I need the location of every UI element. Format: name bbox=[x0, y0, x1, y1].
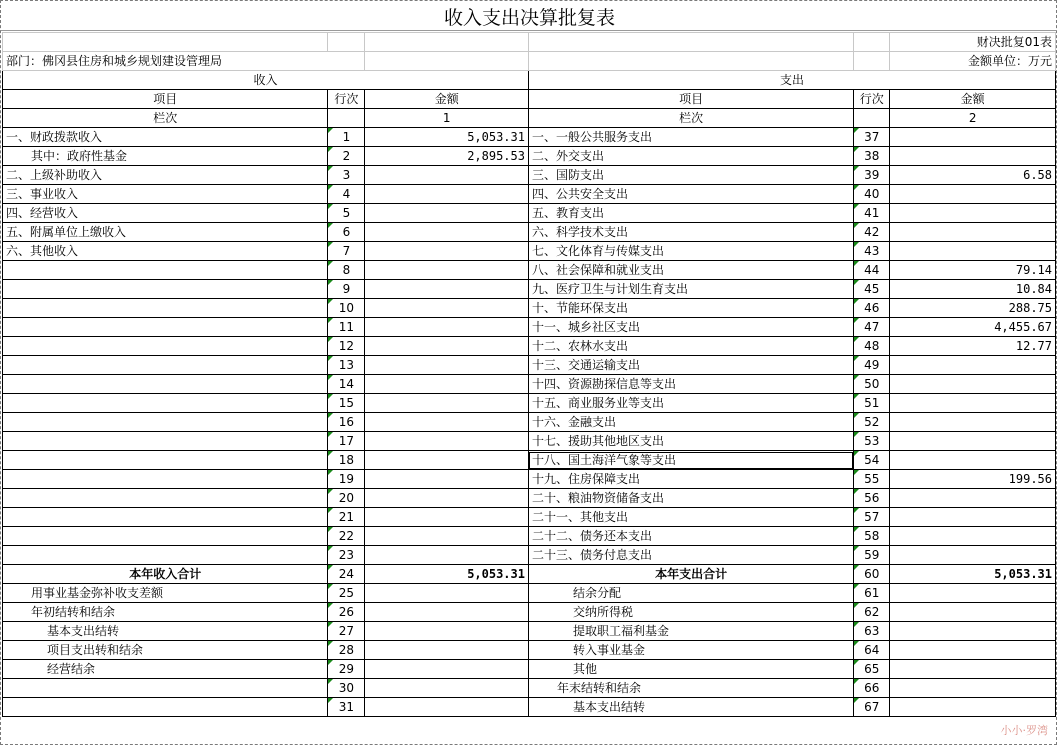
unit-label[interactable]: 金额单位：万元 bbox=[890, 52, 1056, 71]
income-line-no[interactable]: 24 bbox=[328, 565, 365, 584]
expense-item-cell[interactable]: 十一、城乡社区支出 bbox=[528, 318, 853, 337]
table-row bbox=[3, 375, 1056, 394]
expense-amount[interactable] bbox=[890, 147, 1056, 166]
expense-item-cell[interactable]: 一、一般公共服务支出 bbox=[528, 128, 853, 147]
expense-line-no[interactable]: 64 bbox=[854, 641, 890, 660]
expense-amount[interactable] bbox=[890, 660, 1056, 679]
expense-line-no[interactable]: 59 bbox=[854, 546, 890, 565]
income-line-no[interactable]: 9 bbox=[328, 280, 365, 299]
expense-item-cell[interactable]: 提取职工福利基金 bbox=[528, 622, 853, 641]
expense-item-cell[interactable]: 十三、交通运输支出 bbox=[528, 356, 853, 375]
expense-amount[interactable] bbox=[890, 451, 1056, 470]
expense-line-no[interactable]: 66 bbox=[854, 679, 890, 698]
income-item-cell[interactable] bbox=[3, 470, 328, 489]
income-line-no[interactable]: 15 bbox=[328, 394, 365, 413]
expense-item-cell[interactable]: 二、外交支出 bbox=[528, 147, 853, 166]
expense-item-cell[interactable]: 十四、资源勘探信息等支出 bbox=[528, 375, 853, 394]
income-amount[interactable]: 2,895.53 bbox=[365, 147, 529, 166]
expense-amount[interactable]: 4,455.67 bbox=[890, 318, 1056, 337]
income-item-cell[interactable]: 基本支出结转 bbox=[3, 622, 328, 641]
income-item-cell[interactable]: 经营结余 bbox=[3, 660, 328, 679]
expense-line-no[interactable]: 58 bbox=[854, 527, 890, 546]
expense-amount[interactable] bbox=[890, 584, 1056, 603]
income-amount[interactable] bbox=[365, 527, 529, 546]
income-item-header[interactable]: 项目 bbox=[3, 90, 328, 109]
income-item-cell[interactable]: 三、事业收入 bbox=[3, 185, 328, 204]
approval-table bbox=[2, 32, 1056, 717]
expense-item-cell[interactable]: 本年支出合计 bbox=[528, 565, 853, 584]
expense-item-cell[interactable]: 十、节能环保支出 bbox=[528, 299, 853, 318]
expense-item-cell[interactable]: 六、科学技术支出 bbox=[528, 223, 853, 242]
income-item-cell[interactable] bbox=[3, 527, 328, 546]
table-row bbox=[3, 223, 1056, 242]
table-row bbox=[3, 318, 1056, 337]
expense-item-cell[interactable]: 二十一、其他支出 bbox=[528, 508, 853, 527]
expense-line-no[interactable]: 43 bbox=[854, 242, 890, 261]
income-line-no[interactable]: 19 bbox=[328, 470, 365, 489]
expense-line-no[interactable]: 39 bbox=[854, 166, 890, 185]
expense-amount[interactable]: 199.56 bbox=[890, 470, 1056, 489]
income-item-cell[interactable] bbox=[3, 337, 328, 356]
expense-item-cell[interactable]: 基本支出结转 bbox=[528, 698, 853, 717]
table-row bbox=[3, 698, 1056, 717]
expense-line-no[interactable]: 57 bbox=[854, 508, 890, 527]
income-amount[interactable] bbox=[365, 318, 529, 337]
expense-item-cell[interactable]: 二十二、债务还本支出 bbox=[528, 527, 853, 546]
expense-item-cell[interactable]: 交纳所得税 bbox=[528, 603, 853, 622]
income-item-cell[interactable]: 六、其他收入 bbox=[3, 242, 328, 261]
income-item-cell[interactable]: 二、上级补助收入 bbox=[3, 166, 328, 185]
expense-line-no[interactable]: 55 bbox=[854, 470, 890, 489]
page-title: 收入支出决算批复表 bbox=[443, 7, 615, 29]
table-row bbox=[3, 299, 1056, 318]
income-amount[interactable] bbox=[365, 204, 529, 223]
expense-line-no[interactable]: 52 bbox=[854, 413, 890, 432]
expense-item-cell[interactable]: 十七、援助其他地区支出 bbox=[528, 432, 853, 451]
income-line-no[interactable]: 23 bbox=[328, 546, 365, 565]
expense-amount[interactable] bbox=[890, 508, 1056, 527]
expense-amount[interactable] bbox=[890, 527, 1056, 546]
table-row bbox=[3, 128, 1056, 147]
income-line-no[interactable]: 25 bbox=[328, 584, 365, 603]
income-item-cell[interactable] bbox=[3, 413, 328, 432]
table-row bbox=[3, 508, 1056, 527]
expense-line-no[interactable]: 61 bbox=[854, 584, 890, 603]
income-amount[interactable] bbox=[365, 394, 529, 413]
expense-line-no[interactable]: 65 bbox=[854, 660, 890, 679]
income-item-cell[interactable] bbox=[3, 698, 328, 717]
income-amount[interactable] bbox=[365, 508, 529, 527]
expense-item-cell[interactable]: 二十三、债务付息支出 bbox=[528, 546, 853, 565]
table-row bbox=[3, 660, 1056, 679]
income-amount[interactable] bbox=[365, 261, 529, 280]
expense-amount[interactable]: 12.77 bbox=[890, 337, 1056, 356]
income-item-cell[interactable]: 其中：政府性基金 bbox=[3, 147, 328, 166]
income-amount-header[interactable]: 金额 bbox=[365, 90, 529, 109]
table-row bbox=[3, 337, 1056, 356]
expense-item-cell[interactable]: 八、社会保障和就业支出 bbox=[528, 261, 853, 280]
income-amount[interactable] bbox=[365, 470, 529, 489]
income-item-cell[interactable]: 本年收入合计 bbox=[3, 565, 328, 584]
income-item-cell[interactable]: 项目支出转和结余 bbox=[3, 641, 328, 660]
income-line-no[interactable]: 2 bbox=[328, 147, 365, 166]
income-item-cell[interactable] bbox=[3, 261, 328, 280]
income-line-no[interactable]: 12 bbox=[328, 337, 365, 356]
income-amount[interactable]: 5,053.31 bbox=[365, 565, 529, 584]
income-line-no[interactable]: 18 bbox=[328, 451, 365, 470]
income-item-cell[interactable]: 四、经营收入 bbox=[3, 204, 328, 223]
expense-item-cell[interactable]: 四、公共安全支出 bbox=[528, 185, 853, 204]
income-header[interactable]: 收入 bbox=[3, 71, 529, 90]
table-row bbox=[3, 470, 1056, 489]
column-header-row bbox=[3, 90, 1056, 109]
expense-amount[interactable] bbox=[890, 413, 1056, 432]
form-code-row bbox=[3, 33, 1056, 52]
income-line-no[interactable]: 3 bbox=[328, 166, 365, 185]
income-item-cell[interactable] bbox=[3, 375, 328, 394]
income-item-cell[interactable]: 一、财政拨款收入 bbox=[3, 128, 328, 147]
expense-item-cell[interactable]: 年末结转和结余 bbox=[528, 679, 853, 698]
expense-line-no[interactable]: 40 bbox=[854, 185, 890, 204]
expense-amount[interactable] bbox=[890, 242, 1056, 261]
income-item-cell[interactable] bbox=[3, 489, 328, 508]
income-lanci-label[interactable]: 栏次 bbox=[3, 109, 328, 128]
expense-line-no[interactable]: 41 bbox=[854, 204, 890, 223]
table-row bbox=[3, 641, 1056, 660]
table-row bbox=[3, 356, 1056, 375]
income-item-cell[interactable] bbox=[3, 280, 328, 299]
income-line-no[interactable]: 27 bbox=[328, 622, 365, 641]
table-row bbox=[3, 280, 1056, 299]
income-line-no[interactable]: 22 bbox=[328, 527, 365, 546]
table-row bbox=[3, 622, 1056, 641]
expense-amount[interactable] bbox=[890, 223, 1056, 242]
income-amount[interactable] bbox=[365, 375, 529, 394]
income-item-cell[interactable] bbox=[3, 299, 328, 318]
income-line-no[interactable]: 4 bbox=[328, 185, 365, 204]
expense-amount[interactable] bbox=[890, 128, 1056, 147]
table-row bbox=[3, 584, 1056, 603]
income-line-no[interactable]: 7 bbox=[328, 242, 365, 261]
table-row bbox=[3, 166, 1056, 185]
expense-line-no[interactable]: 60 bbox=[854, 565, 890, 584]
income-line-no[interactable]: 16 bbox=[328, 413, 365, 432]
expense-item-cell[interactable]: 其他 bbox=[528, 660, 853, 679]
expense-item-cell[interactable]: 七、文化体育与传媒支出 bbox=[528, 242, 853, 261]
income-column-number[interactable]: 1 bbox=[365, 109, 529, 128]
table-row bbox=[3, 204, 1056, 223]
expense-item-cell[interactable]: 十八、国土海洋气象等支出 bbox=[528, 451, 853, 470]
form-code[interactable]: 财决批复01表 bbox=[890, 33, 1056, 52]
expense-amount[interactable]: 79.14 bbox=[890, 261, 1056, 280]
income-item-cell[interactable] bbox=[3, 432, 328, 451]
expense-line-no[interactable]: 67 bbox=[854, 698, 890, 717]
expense-line-no[interactable]: 45 bbox=[854, 280, 890, 299]
table-row bbox=[3, 489, 1056, 508]
table-row bbox=[3, 394, 1056, 413]
income-line-no[interactable]: 30 bbox=[328, 679, 365, 698]
table-row bbox=[3, 565, 1056, 584]
expense-amount[interactable] bbox=[890, 204, 1056, 223]
expense-amount[interactable] bbox=[890, 546, 1056, 565]
table-row bbox=[3, 527, 1056, 546]
income-line-no[interactable]: 29 bbox=[328, 660, 365, 679]
income-line-no[interactable]: 20 bbox=[328, 489, 365, 508]
expense-line-no[interactable]: 46 bbox=[854, 299, 890, 318]
income-item-cell[interactable] bbox=[3, 318, 328, 337]
expense-line-no[interactable]: 42 bbox=[854, 223, 890, 242]
column-number-row bbox=[3, 109, 1056, 128]
income-amount[interactable] bbox=[365, 413, 529, 432]
expense-amount[interactable] bbox=[890, 375, 1056, 394]
income-amount[interactable] bbox=[365, 679, 529, 698]
income-line-no[interactable]: 14 bbox=[328, 375, 365, 394]
expense-item-cell[interactable]: 十五、商业服务业等支出 bbox=[528, 394, 853, 413]
income-item-cell[interactable]: 年初结转和结余 bbox=[3, 603, 328, 622]
expense-line-no[interactable]: 53 bbox=[854, 432, 890, 451]
expense-line-no[interactable]: 56 bbox=[854, 489, 890, 508]
income-line-no[interactable]: 28 bbox=[328, 641, 365, 660]
income-line-no[interactable]: 8 bbox=[328, 261, 365, 280]
expense-item-header[interactable]: 项目 bbox=[528, 90, 853, 109]
expense-item-cell[interactable]: 十二、农林水支出 bbox=[528, 337, 853, 356]
expense-amount[interactable]: 5,053.31 bbox=[890, 565, 1056, 584]
table-row bbox=[3, 261, 1056, 280]
income-amount[interactable] bbox=[365, 356, 529, 375]
income-amount[interactable] bbox=[365, 451, 529, 470]
expense-line-no[interactable]: 44 bbox=[854, 261, 890, 280]
expense-line-no[interactable]: 48 bbox=[854, 337, 890, 356]
expense-line-no[interactable]: 50 bbox=[854, 375, 890, 394]
expense-amount[interactable] bbox=[890, 394, 1056, 413]
expense-line-no[interactable]: 37 bbox=[854, 128, 890, 147]
income-amount[interactable] bbox=[365, 280, 529, 299]
income-amount[interactable] bbox=[365, 660, 529, 679]
income-item-cell[interactable] bbox=[3, 508, 328, 527]
expense-column-number[interactable]: 2 bbox=[890, 109, 1056, 128]
expense-amount[interactable] bbox=[890, 489, 1056, 508]
income-amount[interactable] bbox=[365, 166, 529, 185]
income-line-no[interactable]: 10 bbox=[328, 299, 365, 318]
income-amount[interactable] bbox=[365, 622, 529, 641]
expense-line-no[interactable]: 38 bbox=[854, 147, 890, 166]
table-row bbox=[3, 546, 1056, 565]
expense-header[interactable]: 支出 bbox=[528, 71, 1055, 90]
income-item-cell[interactable] bbox=[3, 679, 328, 698]
expense-amount[interactable] bbox=[890, 603, 1056, 622]
expense-line-no[interactable]: 63 bbox=[854, 622, 890, 641]
income-line-no[interactable]: 1 bbox=[328, 128, 365, 147]
income-line-no[interactable]: 6 bbox=[328, 223, 365, 242]
table-row bbox=[3, 185, 1056, 204]
table-row bbox=[3, 147, 1056, 166]
expense-amount[interactable] bbox=[890, 622, 1056, 641]
income-amount[interactable] bbox=[365, 489, 529, 508]
expense-item-cell[interactable]: 结余分配 bbox=[528, 584, 853, 603]
income-amount[interactable] bbox=[365, 242, 529, 261]
expense-amount[interactable]: 10.84 bbox=[890, 280, 1056, 299]
income-line-no[interactable]: 17 bbox=[328, 432, 365, 451]
table-row bbox=[3, 679, 1056, 698]
income-item-cell[interactable]: 用事业基金弥补收支差额 bbox=[3, 584, 328, 603]
expense-amount[interactable] bbox=[890, 185, 1056, 204]
table-row bbox=[3, 413, 1056, 432]
expense-line-header[interactable]: 行次 bbox=[854, 90, 890, 109]
expense-line-no[interactable]: 49 bbox=[854, 356, 890, 375]
income-amount[interactable] bbox=[365, 641, 529, 660]
table-row bbox=[3, 242, 1056, 261]
income-amount[interactable] bbox=[365, 185, 529, 204]
table-row bbox=[3, 603, 1056, 622]
expense-item-cell[interactable]: 三、国防支出 bbox=[528, 166, 853, 185]
income-amount[interactable] bbox=[365, 546, 529, 565]
expense-amount-header[interactable]: 金额 bbox=[890, 90, 1056, 109]
expense-amount[interactable] bbox=[890, 432, 1056, 451]
income-line-no[interactable]: 26 bbox=[328, 603, 365, 622]
expense-line-no[interactable]: 47 bbox=[854, 318, 890, 337]
expense-line-no[interactable]: 62 bbox=[854, 603, 890, 622]
income-amount[interactable]: 5,053.31 bbox=[365, 128, 529, 147]
table-row bbox=[3, 432, 1056, 451]
income-line-no[interactable]: 5 bbox=[328, 204, 365, 223]
income-item-cell[interactable] bbox=[3, 546, 328, 565]
expense-line-no[interactable]: 54 bbox=[854, 451, 890, 470]
expense-amount[interactable] bbox=[890, 679, 1056, 698]
expense-amount[interactable]: 6.58 bbox=[890, 166, 1056, 185]
table-row bbox=[3, 451, 1056, 470]
expense-amount[interactable] bbox=[890, 698, 1056, 717]
income-amount[interactable] bbox=[365, 584, 529, 603]
income-amount[interactable] bbox=[365, 299, 529, 318]
income-item-cell[interactable]: 五、附属单位上缴收入 bbox=[3, 223, 328, 242]
income-amount[interactable] bbox=[365, 337, 529, 356]
income-line-no[interactable]: 31 bbox=[328, 698, 365, 717]
income-item-cell[interactable] bbox=[3, 356, 328, 375]
department-row bbox=[3, 52, 1056, 71]
income-line-no[interactable]: 11 bbox=[328, 318, 365, 337]
income-amount[interactable] bbox=[365, 698, 529, 717]
expense-item-cell[interactable]: 五、教育支出 bbox=[528, 204, 853, 223]
expense-item-cell[interactable]: 二十、粮油物资储备支出 bbox=[528, 489, 853, 508]
expense-item-cell[interactable]: 九、医疗卫生与计划生育支出 bbox=[528, 280, 853, 299]
expense-lanci-label[interactable]: 栏次 bbox=[528, 109, 853, 128]
department-label[interactable]: 部门：佛冈县住房和城乡规划建设管理局 bbox=[3, 52, 365, 71]
income-line-no[interactable]: 21 bbox=[328, 508, 365, 527]
income-item-cell[interactable] bbox=[3, 394, 328, 413]
expense-amount[interactable]: 288.75 bbox=[890, 299, 1056, 318]
expense-item-cell[interactable]: 十九、住房保障支出 bbox=[528, 470, 853, 489]
watermark-logo: 小小·罗湾 bbox=[1000, 724, 1048, 737]
expense-item-cell[interactable]: 十六、金融支出 bbox=[528, 413, 853, 432]
income-amount[interactable] bbox=[365, 223, 529, 242]
expense-amount[interactable] bbox=[890, 356, 1056, 375]
income-line-header[interactable]: 行次 bbox=[328, 90, 365, 109]
expense-line-no[interactable]: 51 bbox=[854, 394, 890, 413]
expense-amount[interactable] bbox=[890, 641, 1056, 660]
income-item-cell[interactable] bbox=[3, 451, 328, 470]
income-amount[interactable] bbox=[365, 603, 529, 622]
income-line-no[interactable]: 13 bbox=[328, 356, 365, 375]
title-divider bbox=[1, 30, 1057, 31]
section-header-row bbox=[3, 71, 1056, 90]
expense-item-cell[interactable]: 转入事业基金 bbox=[528, 641, 853, 660]
income-amount[interactable] bbox=[365, 432, 529, 451]
